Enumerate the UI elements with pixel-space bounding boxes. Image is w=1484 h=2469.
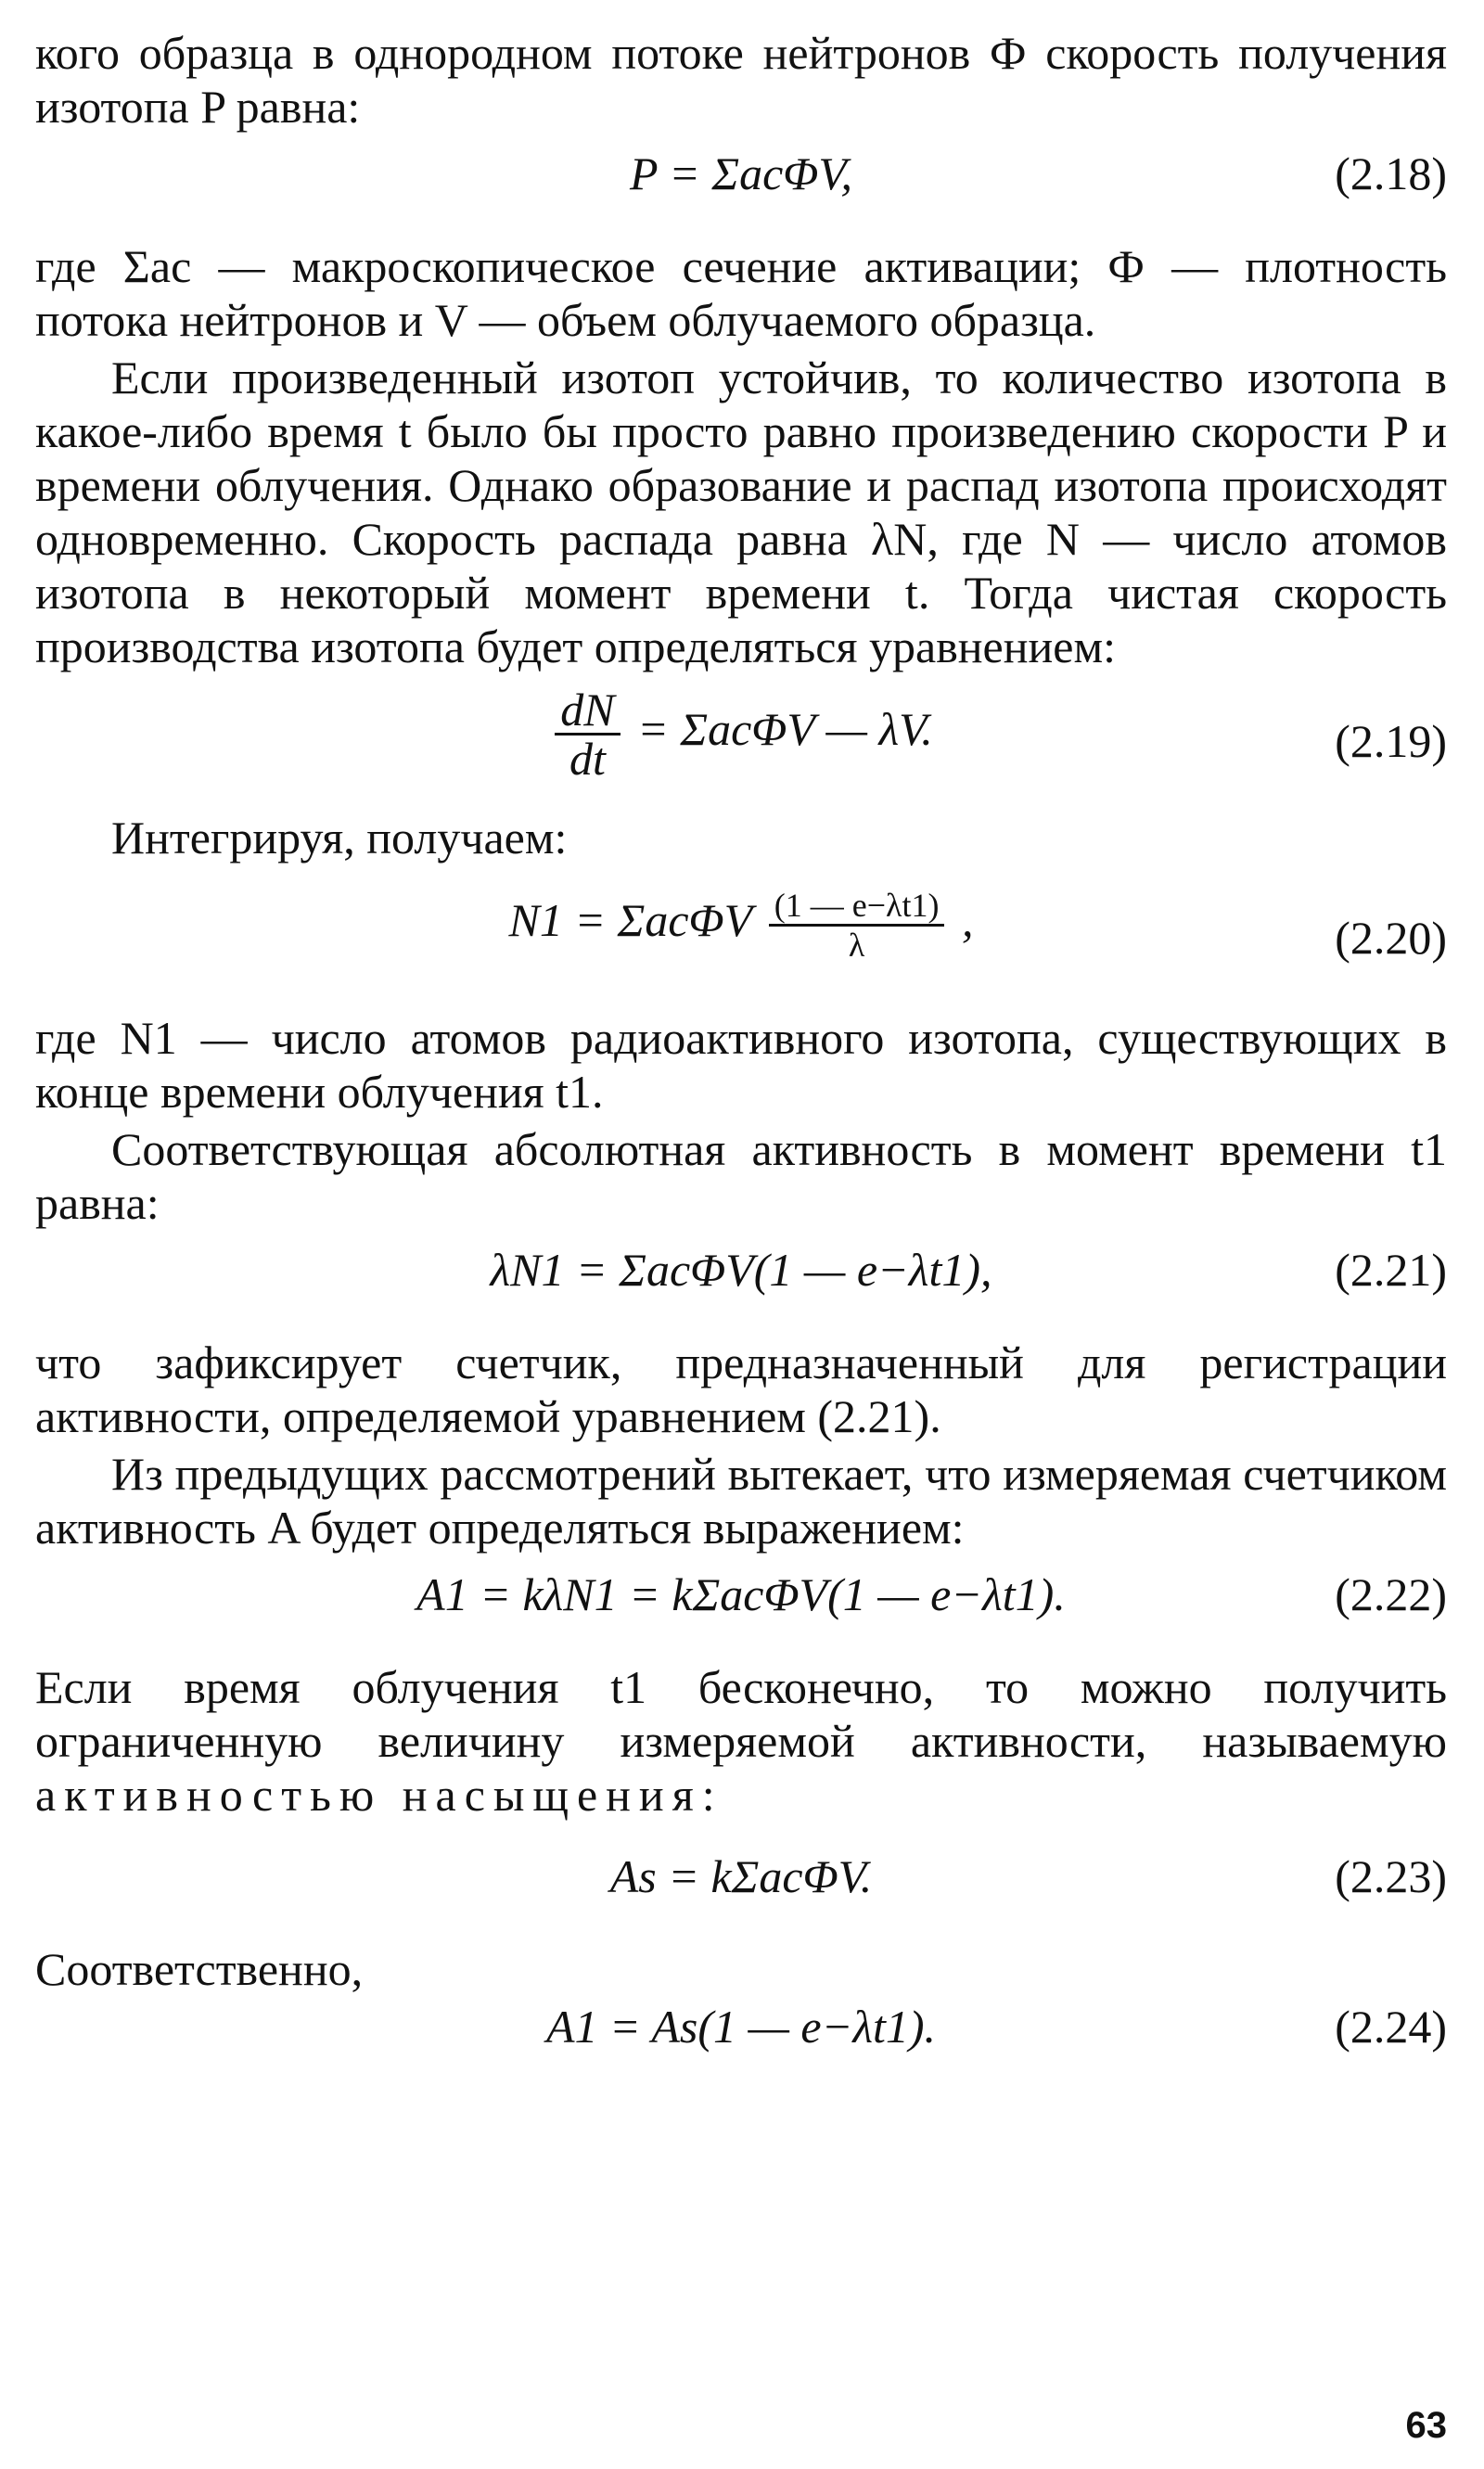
equation-2-20-tail: , [961, 893, 974, 946]
equation-2-20-denominator: λ [848, 927, 865, 964]
equation-2-24-number: (2.24) [1335, 2001, 1447, 2053]
equation-2-20-formula [35, 887, 1447, 964]
paragraph-integrating: Интегрируя, получаем: [111, 812, 568, 864]
equation-2-20-numerator: (1 — e−λt1) [769, 887, 945, 927]
equation-2-24 [35, 2000, 1447, 2079]
paragraph-saturation-text: Если время облучения t1 бесконечно, то можно получить ограниченную величину измеряемой активности, называемую [35, 1661, 1447, 1767]
paragraph-absolute-activity: Соответствующая абсолютная активность в момент времени t1 равна: [35, 1123, 1447, 1229]
equation-2-24-formula: A1 = As(1 — e−λt1). [545, 2001, 937, 2053]
equation-2-18-number: (2.18) [1335, 147, 1447, 199]
saturation-term: активностью насыщения [35, 1769, 702, 1821]
equation-2-22-formula: A1 = kλN1 = kΣacΦV(1 — e−λt1). [416, 1568, 1066, 1620]
equation-2-23-formula: As = kΣacΦV. [609, 1850, 873, 1902]
equation-2-23 [35, 1849, 1447, 1929]
equation-2-20-lhs: N1 = ΣacΦV [508, 893, 752, 946]
paragraph-n1-definition: где N1 — число атомов радиоактивного изотопа, существующих в конце времени облучения t1. [35, 1012, 1447, 1118]
paragraph-counter: что зафиксирует счетчик, предназначенный для регистрации активности, определяемой уравнением (2.21). [35, 1337, 1447, 1442]
paragraph-measured-activity: Из предыдущих рассмотрений вытекает, что измеряемая счетчиком активность A будет определяться выражением: [35, 1448, 1447, 1554]
paragraph-saturation-colon: : [701, 1769, 715, 1821]
equation-2-19-rhs: = ΣacΦV — λV. [637, 702, 933, 755]
equation-2-18-formula [35, 147, 1447, 200]
page-number: 63 [1405, 2405, 1447, 2446]
paragraph-definitions: где Σac — макроскопическое сечение активации; Ф — плотность потока нейтронов и V — объем облучаемого образца. [35, 240, 1447, 346]
equation-2-20-number: (2.20) [1335, 912, 1447, 964]
paragraph-intro: кого образца в однородном потоке нейтронов Ф скорость получения изотопа P равна: [35, 27, 1447, 133]
equation-2-21-number: (2.21) [1335, 1244, 1447, 1296]
equation-2-18-lhs: P [630, 147, 658, 199]
equation-2-20-fraction [769, 887, 945, 964]
equation-2-23-number: (2.23) [1335, 1850, 1447, 1902]
equation-2-22 [35, 1567, 1447, 1647]
equation-2-19-numerator: dN [555, 686, 620, 736]
equation-2-18 [35, 147, 1447, 226]
equation-2-19 [35, 686, 1447, 798]
equation-2-19-formula [35, 684, 1447, 785]
equation-2-19-denominator: dt [569, 733, 606, 785]
paragraph-saturation [35, 1660, 1447, 1822]
equation-2-19-number: (2.19) [1335, 715, 1447, 767]
paragraph-correspondingly: Соответственно, [35, 1943, 364, 1995]
equation-2-20 [35, 887, 1447, 998]
equation-2-18-rhs: = ΣacΦV, [669, 147, 852, 199]
equation-2-21 [35, 1243, 1447, 1323]
paragraph-stable-isotope: Если произведенный изотоп устойчив, то количество изотопа в какое-либо время t было бы просто равно произведению скорости P и времени облучения. Однако образование и распад изотопа происходят одновременно. Скорость распада равна λN, где N — число атомов изотопа в некоторый момент времени t. Тогда чистая скорость производства изотопа будет определяться уравнением: [35, 352, 1447, 672]
equation-2-21-formula: λN1 = ΣacΦV(1 — e−λt1), [490, 1244, 992, 1296]
equation-2-22-number: (2.22) [1335, 1568, 1447, 1620]
equation-2-19-fraction [555, 684, 620, 785]
